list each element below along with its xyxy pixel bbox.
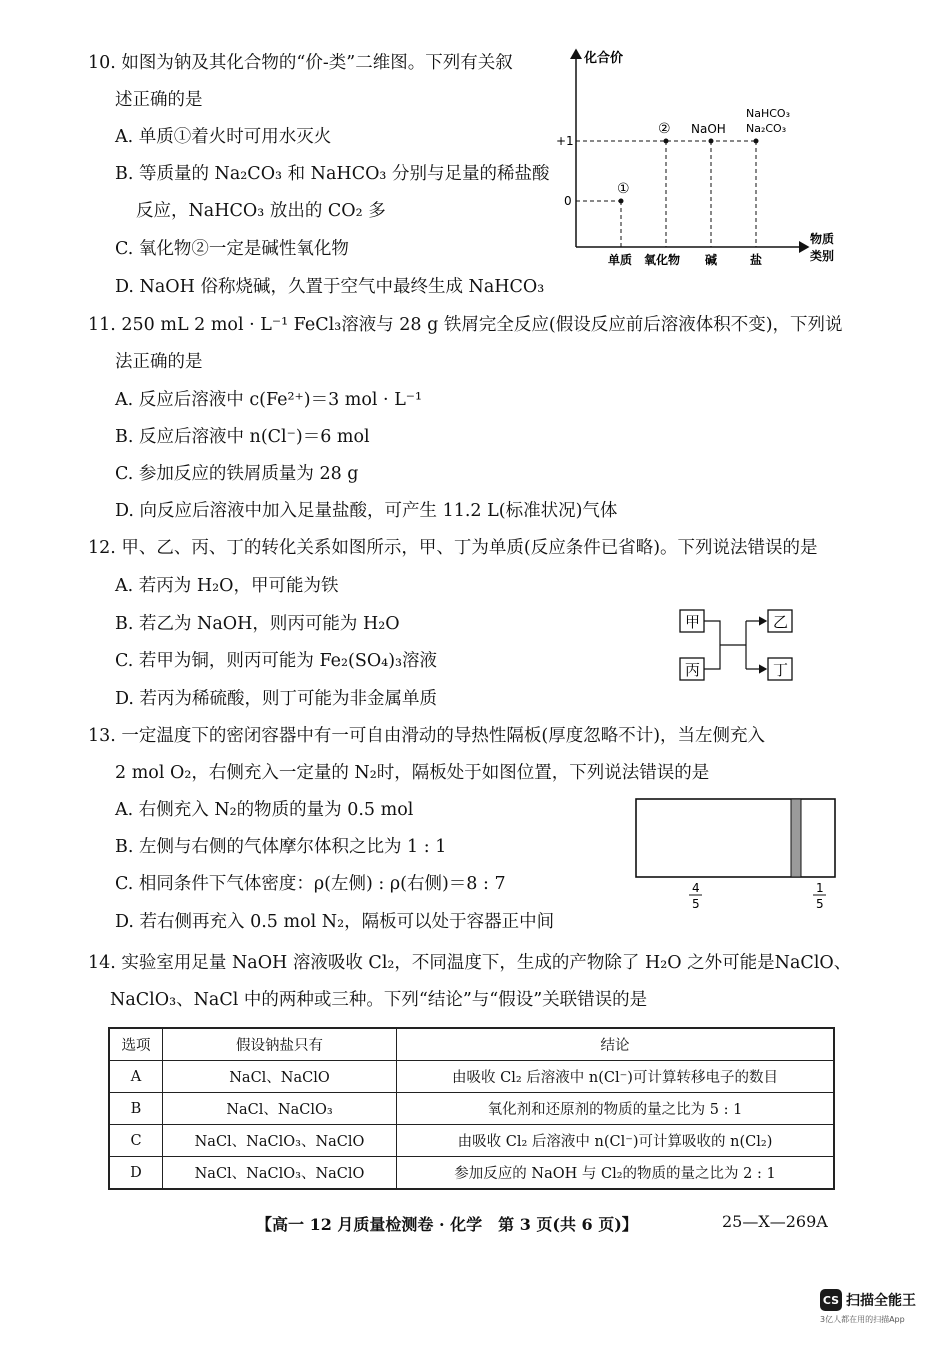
q10-option-b-line2: 反应，NaHCO₃ 放出的 CO₂ 多 [136, 201, 386, 221]
row-a-hypothesis: NaCl、NaClO [163, 1061, 397, 1093]
category-label-0: 单质 [608, 253, 633, 267]
q13-option-d: D. 若右侧再充入 0.5 mol N₂，隔板可以处于容器正中间 [115, 912, 555, 932]
q13-option-a: A. 右侧充入 N₂的物质的量为 0.5 mol [115, 800, 414, 820]
row-b-option: B [109, 1093, 163, 1125]
q11-option-a: A. 反应后溶液中 c(Fe²⁺)＝3 mol · L⁻¹ [115, 390, 423, 410]
row-a-conclusion: 由吸收 Cl₂ 后溶液中 n(Cl⁻)可计算转移电子的数目 [397, 1061, 835, 1093]
category-label-2: 碱 [705, 253, 718, 267]
table-row [109, 1125, 834, 1157]
y-axis-label: 化合价 [584, 51, 624, 66]
point-1 [619, 199, 624, 204]
header-hypothesis: 假设钠盐只有 [163, 1028, 397, 1061]
y-tick-0: 0 [564, 194, 572, 208]
category-label-1: 氧化物 [644, 253, 681, 267]
point-2 [664, 139, 669, 144]
left-fraction-num: 4 [692, 881, 700, 895]
header-conclusion: 结论 [397, 1028, 835, 1061]
q11-option-b: B. 反应后溶液中 n(Cl⁻)＝6 mol [115, 427, 370, 447]
x-axis-label-1: 物质 [810, 232, 835, 246]
scanner-logo-icon: CS [820, 1289, 842, 1311]
label-ding: 丁 [773, 661, 789, 679]
table-row [109, 1093, 834, 1125]
q13-option-b: B. 左侧与右侧的气体摩尔体积之比为 1 : 1 [115, 837, 447, 857]
q12-conversion-diagram [676, 602, 806, 686]
right-fraction-den: 5 [816, 897, 824, 911]
label-yi: 乙 [773, 613, 789, 631]
page-footer-title: 【高一 12 月质量检测卷 · 化学 第 3 页(共 6 页)】 [256, 1215, 638, 1234]
row-c-option: C [109, 1125, 163, 1157]
q13-stem-line2: 2 mol O₂，右侧充入一定量的 N₂时，隔板处于如图位置，下列说法错误的是 [115, 763, 710, 783]
row-d-conclusion: 参加反应的 NaOH 与 Cl₂的物质的量之比为 2 : 1 [397, 1157, 835, 1190]
table-row [109, 1157, 834, 1190]
q10-stem-line1: 10. 如图为钠及其化合物的“价-类”二维图。下列有关叙 [88, 53, 513, 73]
label-jia: 甲 [685, 613, 701, 631]
q14-stem-line2: NaClO₃、NaCl 中的两种或三种。下列“结论”与“假设”关联错误的是 [110, 990, 648, 1010]
q10-option-a: A. 单质①着火时可用水灭火 [115, 127, 332, 147]
point-naoh [709, 139, 714, 144]
category-label-3: 盐 [750, 253, 763, 267]
row-d-option: D [109, 1157, 163, 1190]
q10-stem-line2: 述正确的是 [115, 90, 203, 110]
table-row [109, 1061, 834, 1093]
point-naoh-label: NaOH [691, 122, 726, 136]
scanner-name: 扫描全能王 [846, 1293, 916, 1309]
label-bing: 丙 [685, 661, 701, 679]
partition [791, 799, 801, 877]
q13-stem-line1: 13. 一定温度下的密闭容器中有一可自由滑动的导热性隔板(厚度忽略不计)，当左侧充入 [88, 726, 766, 746]
q12-option-a: A. 若丙为 H₂O，甲可能为铁 [115, 576, 339, 596]
scanner-watermark [820, 1289, 916, 1325]
page-footer-code: 25—X—269A [722, 1212, 828, 1231]
point-salt-label-2: Na₂CO₃ [746, 122, 787, 135]
q13-container-diagram [632, 796, 842, 914]
q11-stem-line2: 法正确的是 [115, 352, 203, 372]
q12-stem: 12. 甲、乙、丙、丁的转化关系如图所示，甲、丁为单质(反应条件已省略)。下列说法错误的是 [88, 538, 818, 558]
q12-option-c: C. 若甲为铜，则丙可能为 Fe₂(SO₄)₃溶液 [115, 651, 438, 671]
right-fraction-num: 1 [816, 881, 824, 895]
point-2-label: ② [658, 121, 671, 137]
point-salt-label-1: NaHCO₃ [746, 107, 790, 120]
q10-option-c: C. 氧化物②一定是碱性氧化物 [115, 239, 349, 259]
q10-valence-class-diagram [540, 42, 840, 272]
q11-option-d: D. 向反应后溶液中加入足量盐酸，可产生 11.2 L(标准状况)气体 [115, 501, 618, 521]
q12-option-b: B. 若乙为 NaOH，则丙可能为 H₂O [115, 614, 400, 634]
q14-stem-line1: 14. 实验室用足量 NaOH 溶液吸收 Cl₂，不同温度下，生成的产物除了 H₂O 之外可能是NaClO、 [88, 953, 852, 973]
q10-option-d: D. NaOH 俗称烧碱，久置于空气中最终生成 NaHCO₃ [115, 277, 545, 297]
connector [704, 621, 746, 669]
point-salt [754, 139, 759, 144]
q13-option-c: C. 相同条件下气体密度：ρ(左侧) : ρ(右侧)＝8 : 7 [115, 874, 506, 894]
q12-option-d: D. 若丙为稀硫酸，则丁可能为非金属单质 [115, 689, 438, 709]
point-1-label: ① [617, 181, 630, 197]
arrow-to-yi [746, 621, 766, 669]
header-option: 选项 [109, 1028, 163, 1061]
q11-option-c: C. 参加反应的铁屑质量为 28 g [115, 464, 359, 484]
row-b-conclusion: 氧化剂和还原剂的物质的量之比为 5 : 1 [397, 1093, 835, 1125]
table-header-row [109, 1028, 834, 1061]
row-d-hypothesis: NaCl、NaClO₃、NaClO [163, 1157, 397, 1190]
q11-stem-line1: 11. 250 mL 2 mol · L⁻¹ FeCl₃溶液与 28 g 铁屑完全反应(假设反应前后溶液体积不变)，下列说 [88, 315, 843, 335]
x-axis-label-2: 类别 [810, 249, 835, 263]
row-b-hypothesis: NaCl、NaClO₃ [163, 1093, 397, 1125]
q14-options-table [108, 1027, 835, 1190]
y-tick-plus1: +1 [556, 134, 574, 148]
row-a-option: A [109, 1061, 163, 1093]
container [636, 799, 835, 877]
scanner-slogan: 3亿人都在用的扫描App [820, 1315, 905, 1324]
row-c-conclusion: 由吸收 Cl₂ 后溶液中 n(Cl⁻)可计算吸收的 n(Cl₂) [397, 1125, 835, 1157]
row-c-hypothesis: NaCl、NaClO₃、NaClO [163, 1125, 397, 1157]
left-fraction-den: 5 [692, 897, 700, 911]
q10-option-b-line1: B. 等质量的 Na₂CO₃ 和 NaHCO₃ 分别与足量的稀盐酸 [115, 164, 550, 184]
